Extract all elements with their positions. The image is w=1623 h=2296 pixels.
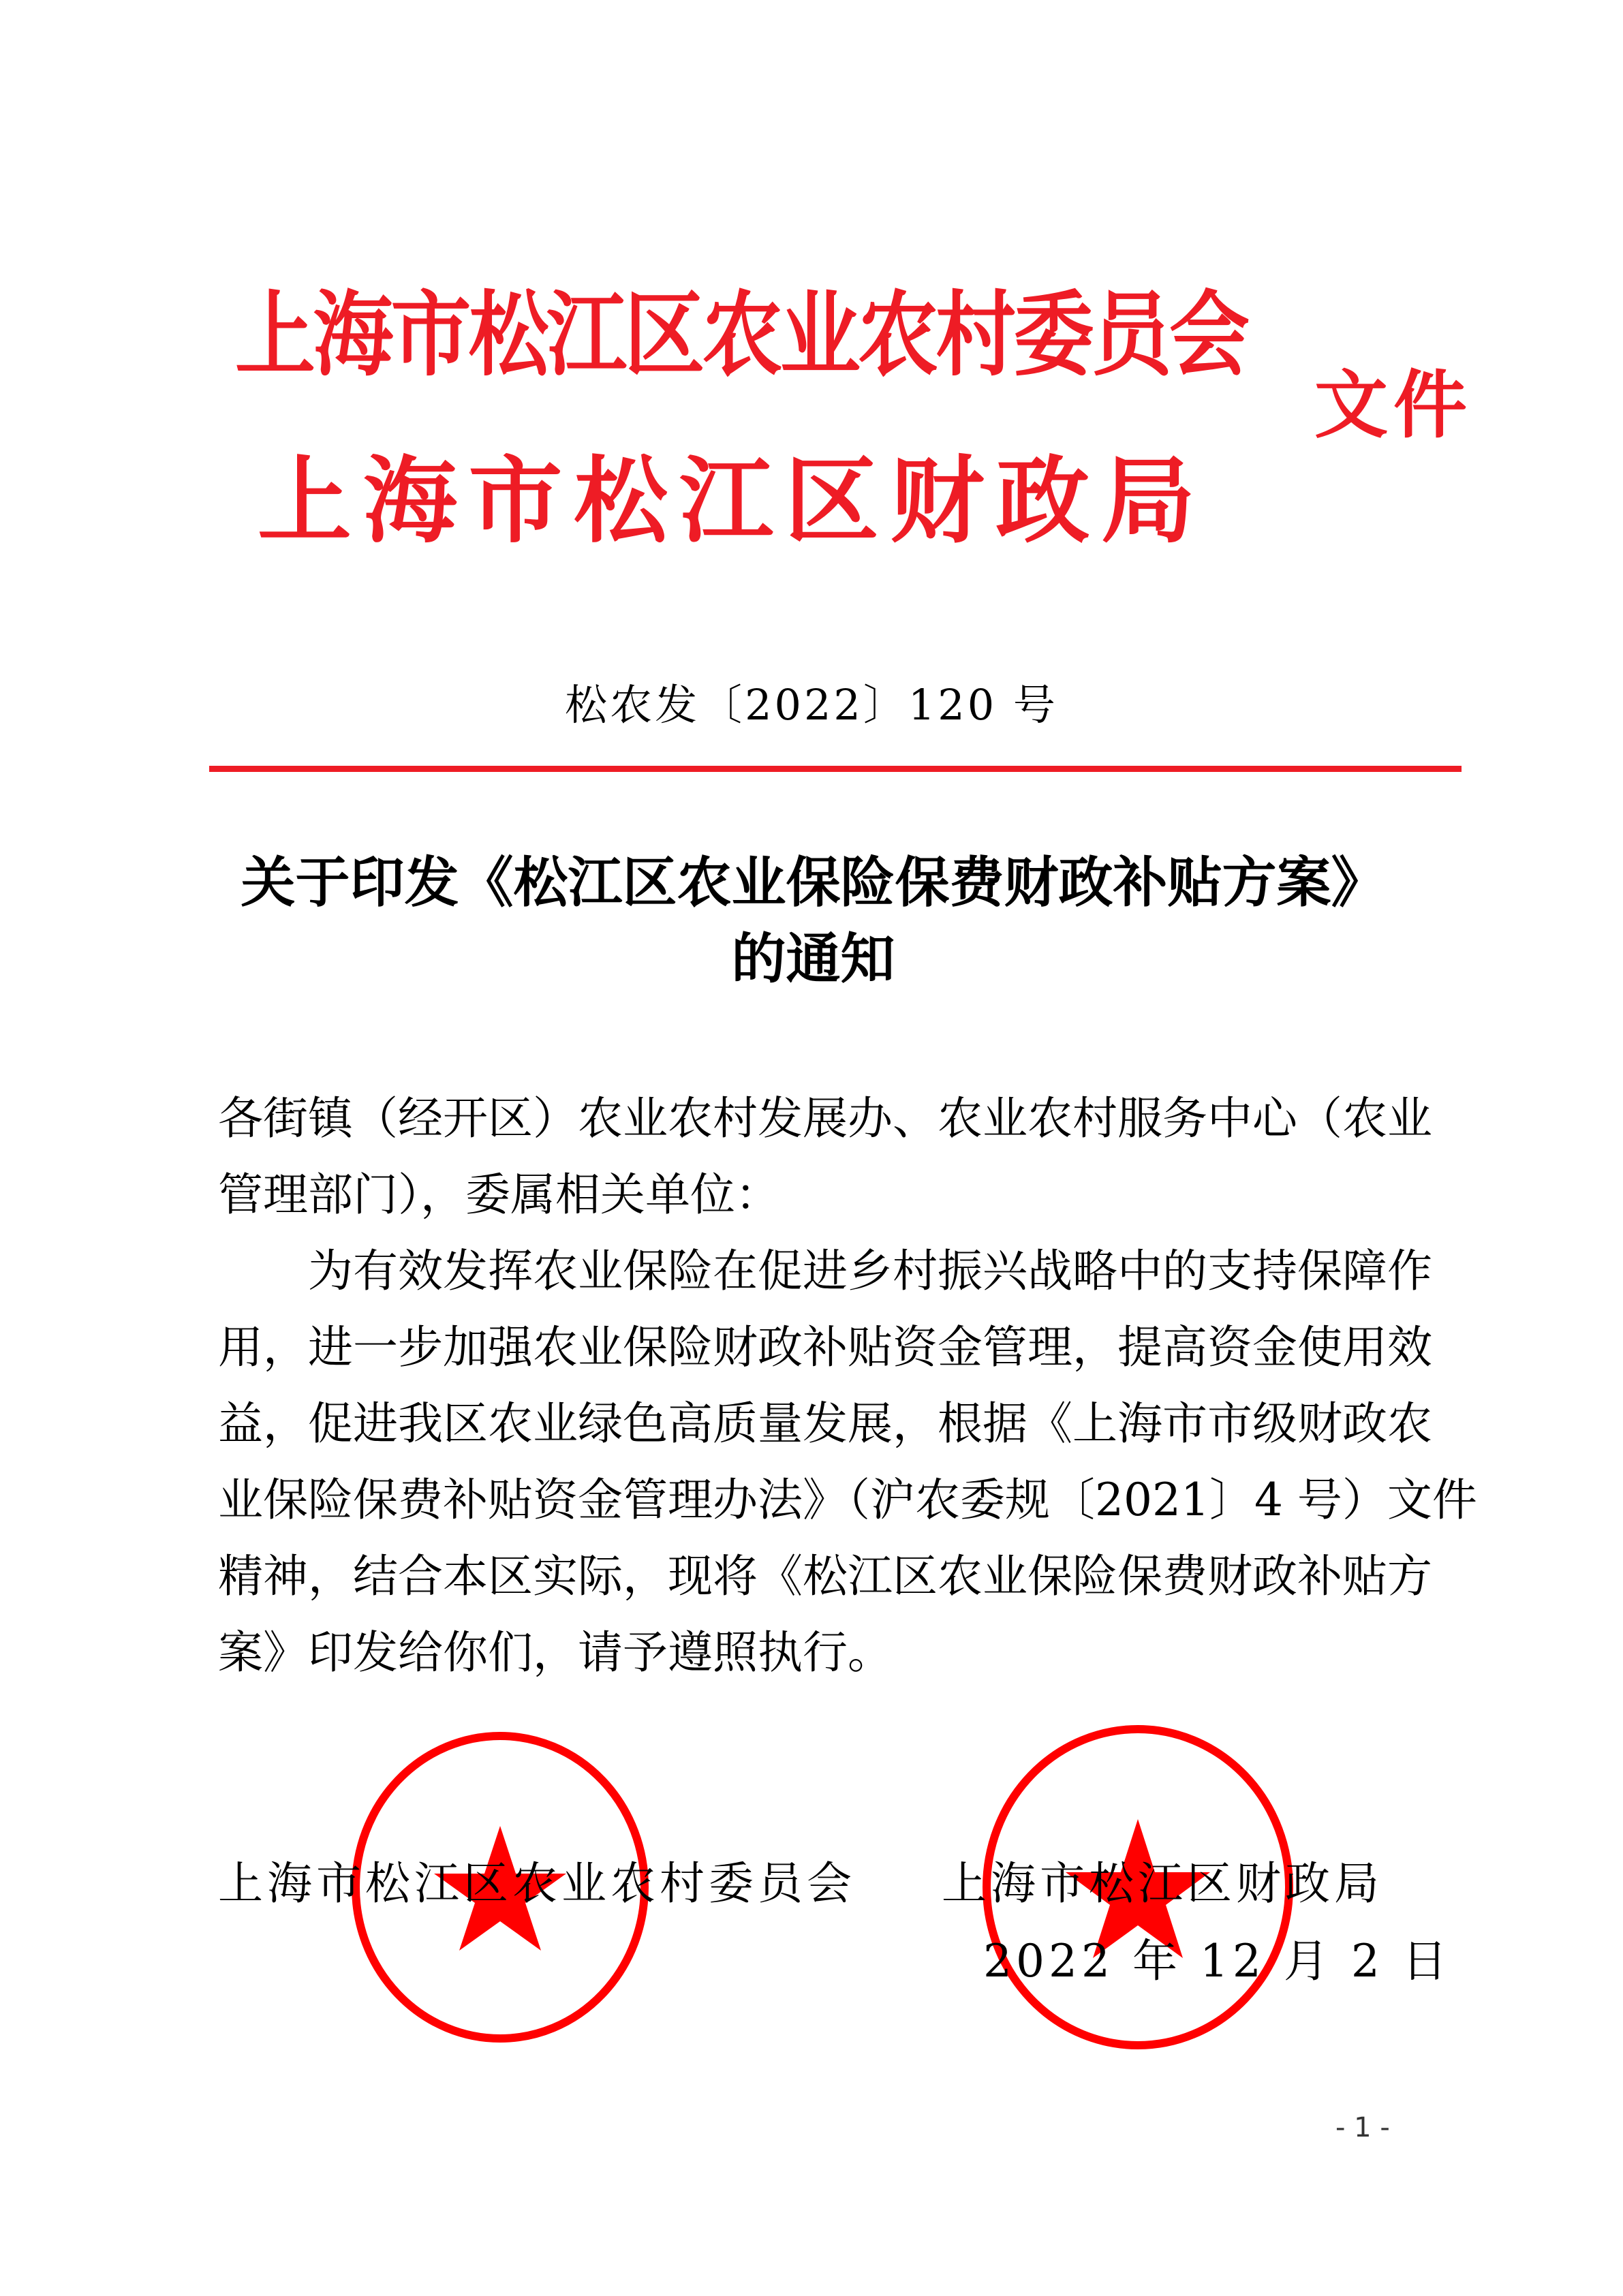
body-line: 业保险保费补贴资金管理办法》（沪农委规〔2021〕4 号）文件 — [218, 1474, 1477, 1526]
signature-agriculture-committee: 上海市松江区农业农村委员会 — [218, 1857, 856, 1910]
document-number: 松农发〔2022〕120 号 — [565, 680, 1058, 730]
page-number: - 1 - — [1335, 2112, 1390, 2143]
red-divider — [209, 766, 1462, 772]
body-line: 各街镇（经开区）农业农村发展办、农业农村服务中心（农业 — [218, 1092, 1432, 1145]
document-suffix: 文件 — [1314, 362, 1467, 448]
body-line: 案》印发给你们，请予遵照执行。 — [218, 1626, 893, 1679]
notice-title: 关于印发《松江区农业保险保费财政补贴方案》 — [241, 850, 1386, 914]
body-line: 益，促进我区农业绿色高质量发展，根据《上海市市级财政农 — [218, 1397, 1432, 1450]
issuer-name-agriculture: 上海市松江区农业农村委员会 — [235, 279, 1247, 389]
body-line: 精神，结合本区实际，现将《松江区农业保险保费财政补贴方 — [218, 1550, 1432, 1602]
notice-title-line-2: 的通知 — [731, 927, 895, 991]
body-line: 管理部门），委属相关单位： — [218, 1168, 780, 1221]
body-line: 用，进一步加强农业保险财政补贴资金管理，提高资金使用效 — [218, 1321, 1432, 1374]
signature-finance-bureau: 上海市松江区财政局 — [942, 1857, 1383, 1910]
signature-date: 2022 年 12 月 2 日 — [983, 1935, 1451, 1987]
body-line: 为有效发挥农业保险在促进乡村振兴战略中的支持保障作 — [218, 1245, 1432, 1297]
issuer-name-finance: 上海市松江区财政局 — [258, 445, 1195, 556]
